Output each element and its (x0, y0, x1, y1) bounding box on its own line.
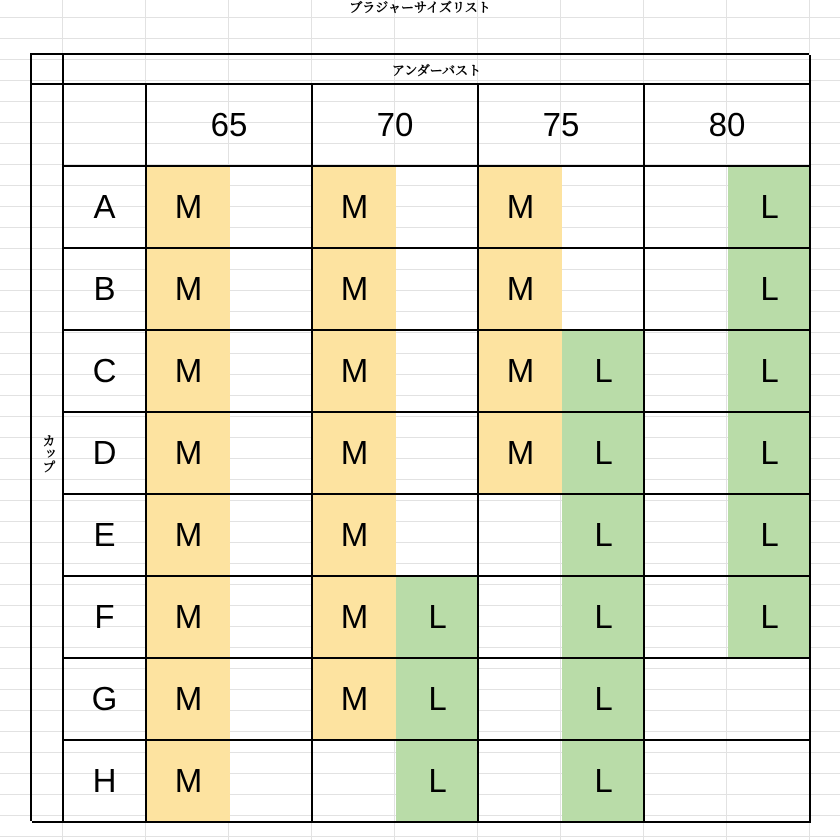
size-cell-empty[interactable] (396, 495, 479, 575)
band-header-65[interactable]: 65 (147, 85, 313, 167)
size-cell-empty[interactable] (230, 659, 313, 739)
size-cell-l[interactable]: L (562, 741, 645, 821)
size-cell-empty[interactable] (645, 331, 728, 411)
size-cell-l[interactable]: L (396, 741, 479, 821)
band-header-70[interactable]: 70 (313, 85, 479, 167)
size-cell-m[interactable]: M (147, 413, 230, 493)
size-cell-empty[interactable] (230, 495, 313, 575)
size-cell-l[interactable]: L (396, 659, 479, 739)
size-cell-empty[interactable] (645, 577, 728, 657)
band-header-80[interactable]: 80 (645, 85, 811, 167)
grid-line-vertical (643, 85, 645, 823)
grid-line-vertical (809, 85, 811, 823)
grid-line-vertical (145, 85, 147, 823)
size-cell-empty[interactable] (230, 331, 313, 411)
cup-label-B[interactable]: B (64, 249, 147, 331)
size-cell-empty[interactable] (562, 249, 645, 329)
cup-label-F[interactable]: F (64, 577, 147, 659)
size-cell-l[interactable]: L (562, 331, 645, 411)
grid-line-horizontal (64, 821, 811, 823)
size-cell-empty[interactable] (230, 167, 313, 247)
size-cell-empty[interactable] (645, 249, 728, 329)
cup-label-C[interactable]: C (64, 331, 147, 413)
size-cell-empty[interactable] (728, 741, 811, 821)
size-cell-empty[interactable] (396, 249, 479, 329)
grid-line-horizontal (64, 739, 811, 741)
under-bust-header[interactable]: アンダーバスト (64, 55, 811, 85)
size-cell-empty[interactable] (396, 167, 479, 247)
cup-label-G[interactable]: G (64, 659, 147, 741)
cup-label-H[interactable]: H (64, 741, 147, 823)
size-cell-m[interactable]: M (313, 577, 396, 657)
size-cell-empty[interactable] (645, 495, 728, 575)
size-cell-m[interactable]: M (147, 659, 230, 739)
size-cell-l[interactable]: L (728, 413, 811, 493)
size-cell-empty[interactable] (230, 741, 313, 821)
size-cell-empty[interactable] (230, 577, 313, 657)
size-cell-empty[interactable] (562, 167, 645, 247)
size-cell-empty[interactable] (728, 659, 811, 739)
band-header-75[interactable]: 75 (479, 85, 645, 167)
grid-line-horizontal (64, 575, 811, 577)
size-cell-empty[interactable] (479, 495, 562, 575)
row-header-corner[interactable] (64, 85, 147, 167)
size-cell-m[interactable]: M (147, 249, 230, 329)
size-cell-empty[interactable] (396, 413, 479, 493)
size-cell-l[interactable]: L (562, 413, 645, 493)
size-cell-l[interactable]: L (728, 495, 811, 575)
size-cell-empty[interactable] (645, 413, 728, 493)
size-cell-empty[interactable] (645, 167, 728, 247)
size-cell-l[interactable]: L (562, 495, 645, 575)
size-cell-m[interactable]: M (147, 495, 230, 575)
size-cell-l[interactable]: L (728, 249, 811, 329)
size-cell-m[interactable]: M (313, 413, 396, 493)
size-cell-empty[interactable] (396, 331, 479, 411)
size-cell-m[interactable]: M (479, 167, 562, 247)
size-cell-m[interactable]: M (479, 413, 562, 493)
size-cell-empty[interactable] (479, 577, 562, 657)
grid-line-vertical (477, 85, 479, 823)
cup-label-E[interactable]: E (64, 495, 147, 577)
size-cell-m[interactable]: M (147, 741, 230, 821)
bra-size-table (30, 53, 809, 821)
size-cell-l[interactable]: L (728, 331, 811, 411)
size-cell-m[interactable]: M (479, 249, 562, 329)
grid-line-horizontal (64, 165, 811, 167)
size-cell-m[interactable]: M (313, 659, 396, 739)
size-cell-empty[interactable] (479, 741, 562, 821)
grid-line-horizontal (64, 329, 811, 331)
size-cell-m[interactable]: M (313, 249, 396, 329)
size-cell-empty[interactable] (230, 249, 313, 329)
cup-label-D[interactable]: D (64, 413, 147, 495)
grid-line-vertical (311, 85, 313, 823)
sheet-title: ブラジャーサイズリスト (349, 1, 491, 16)
size-cell-m[interactable]: M (147, 167, 230, 247)
size-cell-empty[interactable] (313, 741, 396, 821)
size-cell-m[interactable]: M (147, 577, 230, 657)
corner-cell[interactable] (32, 55, 64, 85)
grid-line-horizontal (64, 493, 811, 495)
size-cell-empty[interactable] (645, 659, 728, 739)
size-cell-l[interactable]: L (728, 167, 811, 247)
size-cell-l[interactable]: L (562, 659, 645, 739)
size-cell-l[interactable]: L (562, 577, 645, 657)
grid-line-horizontal (64, 657, 811, 659)
size-cell-empty[interactable] (479, 659, 562, 739)
cup-header-label: カップ (39, 433, 55, 473)
size-cell-l[interactable]: L (396, 577, 479, 657)
grid-line-horizontal (64, 247, 811, 249)
cup-label-A[interactable]: A (64, 167, 147, 249)
cup-header[interactable] (32, 85, 64, 823)
size-cell-m[interactable]: M (479, 331, 562, 411)
grid-line-horizontal (64, 411, 811, 413)
size-cell-m[interactable]: M (313, 495, 396, 575)
size-cell-m[interactable]: M (147, 331, 230, 411)
size-cell-l[interactable]: L (728, 577, 811, 657)
size-cell-m[interactable]: M (313, 167, 396, 247)
size-cell-empty[interactable] (645, 741, 728, 821)
size-cell-m[interactable]: M (313, 331, 396, 411)
size-cell-empty[interactable] (230, 413, 313, 493)
